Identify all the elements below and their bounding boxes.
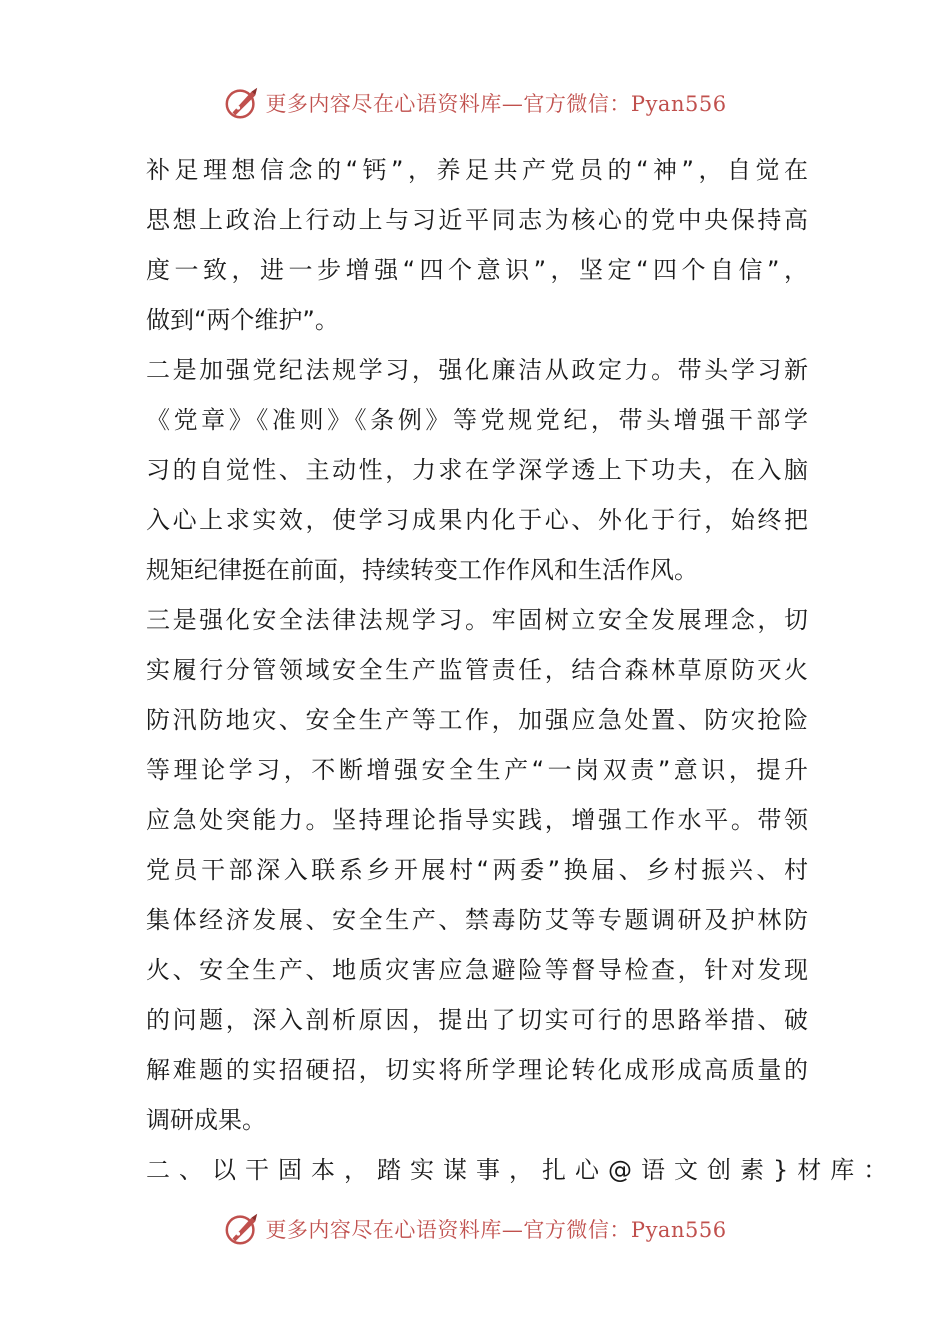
- body-line: 党员干部深入联系乡开展村“两委”换届、乡村振兴、村: [146, 856, 808, 884]
- body-line: 习的自觉性、主动性，力求在学深学透上下功夫，在入脑: [146, 456, 808, 484]
- body-line: 规矩纪律挺在前面，持续转变工作作风和生活作风。: [146, 556, 698, 584]
- body-line: 思想上政治上行动上与习近平同志为核心的党中央保持高: [146, 206, 808, 234]
- body-line: 防汛防地灾、安全生产等工作，加强应急处置、防灾抢险: [146, 706, 808, 734]
- pen-nib-circle-logo-icon: [223, 1210, 261, 1248]
- body-line: 入心上求实效，使学习成果内化于心、外化于行，始终把: [146, 506, 808, 534]
- body-line: 调研成果。: [146, 1106, 266, 1134]
- header-banner-text: 更多内容尽在心语资料库—官方微信：Pyan556: [265, 92, 727, 116]
- section-heading: 二、以干固本，踏实谋事，扎心@语文创素}材库：: [146, 1156, 897, 1184]
- body-line: 应急处突能力。坚持理论指导实践，增强工作水平。带领: [146, 806, 808, 834]
- body-line: 火、安全生产、地质灾害应急避险等督导检查，针对发现: [146, 956, 808, 984]
- body-line: 等理论学习，不断增强安全生产“一岗双责”意识，提升: [146, 756, 808, 784]
- body-line: 做到“两个维护”。: [146, 306, 339, 334]
- document-body: [146, 145, 897, 1195]
- body-line: 实履行分管领域安全生产监管责任，结合森林草原防灭火: [146, 656, 808, 684]
- body-line: 《党章》《准则》《条例》等党规党纪，带头增强干部学: [146, 406, 808, 434]
- footer-banner-text: 更多内容尽在心语资料库—官方微信：Pyan556: [265, 1218, 727, 1242]
- body-line: 度一致，进一步增强“四个意识”，坚定“四个自信”，: [146, 256, 808, 284]
- body-line: 的问题，深入剖析原因，提出了切实可行的思路举措、破: [146, 1006, 808, 1034]
- footer-banner: [0, 1209, 950, 1249]
- body-line: 解难题的实招硬招，切实将所学理论转化成形成高质量的: [146, 1056, 808, 1084]
- pen-nib-circle-logo-icon: [223, 84, 261, 122]
- body-line: 集体经济发展、安全生产、禁毒防艾等专题调研及护林防: [146, 906, 808, 934]
- header-banner: [0, 83, 950, 123]
- body-line: 补足理想信念的“钙”，养足共产党员的“神”，自觉在: [146, 156, 808, 184]
- body-line: 三是强化安全法律法规学习。牢固树立安全发展理念，切: [146, 606, 808, 634]
- body-line: 二是加强党纪法规学习，强化廉洁从政定力。带头学习新: [146, 356, 808, 384]
